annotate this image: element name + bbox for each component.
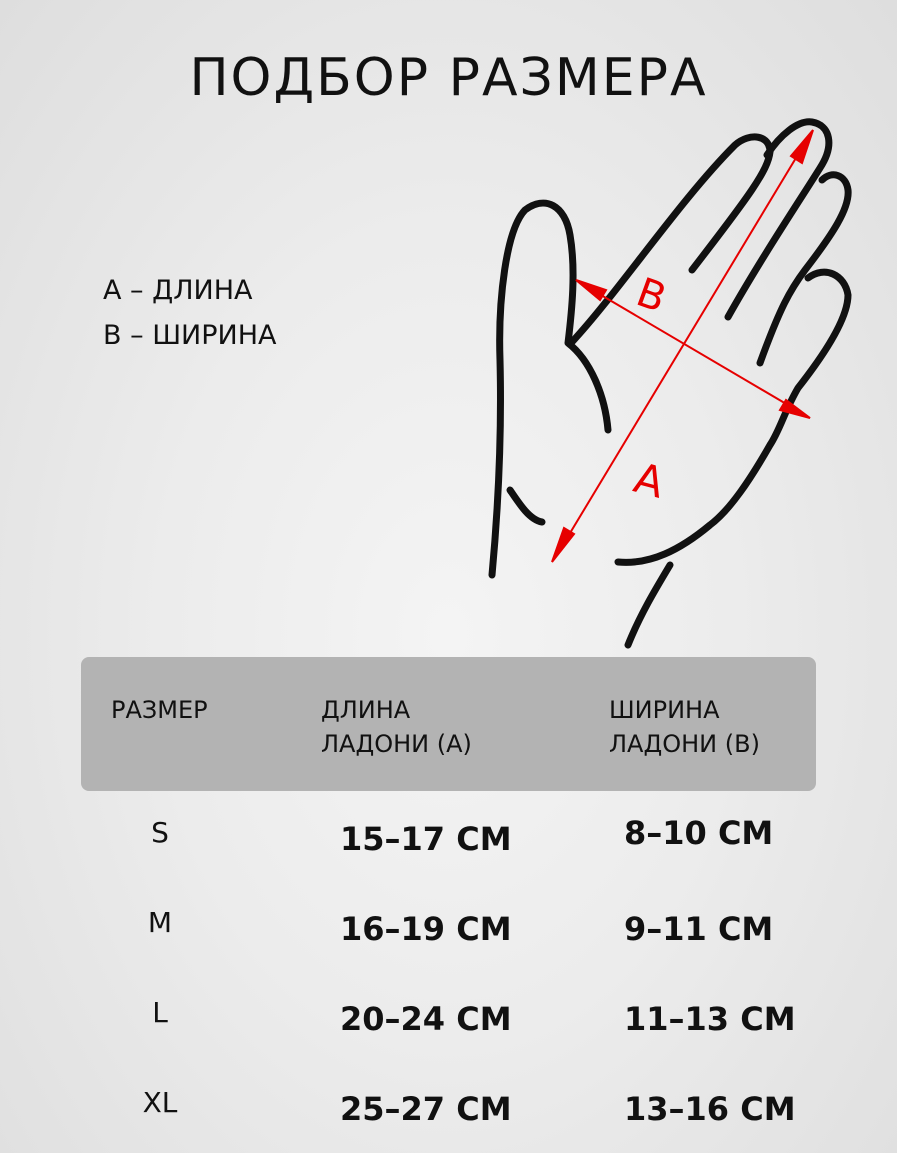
diagram-label-b: B (630, 269, 673, 323)
wrist-outline (628, 565, 670, 645)
size-cell: XL (142, 1086, 178, 1119)
width-cell: 9–11 СМ (624, 910, 774, 948)
width-cell: 11–13 СМ (624, 1000, 796, 1038)
table-row (0, 1078, 897, 1138)
size-cell: S (151, 816, 169, 849)
width-cell: 8–10 СМ (624, 814, 774, 852)
size-cell: L (152, 996, 168, 1029)
length-arrow-head-top (791, 130, 813, 163)
header-palm-width: ШИРИНА ЛАДОНИ (В) (609, 696, 760, 758)
width-arrow-head-left (576, 280, 606, 300)
hand-diagram (480, 110, 860, 655)
length-cell: 16–19 СМ (340, 910, 512, 948)
legend (103, 268, 277, 358)
length-arrow-head-bottom (552, 528, 574, 562)
middle-finger-outline (728, 122, 829, 317)
table-row (0, 808, 897, 868)
header-size: РАЗМЕР (111, 696, 208, 724)
index-finger-outline (572, 137, 770, 342)
length-cell: 15–17 СМ (340, 820, 512, 858)
header-palm-length: ДЛИНА ЛАДОНИ (А) (321, 696, 472, 758)
width-arrow-line (584, 285, 805, 415)
size-cell: M (147, 906, 173, 939)
diagram-label-a: A (629, 452, 670, 508)
length-cell: 20–24 СМ (340, 1000, 512, 1038)
page-title: ПОДБОР РАЗМЕРА (189, 48, 708, 108)
legend-item-a: А – ДЛИНА (103, 275, 253, 306)
table-row (0, 988, 897, 1048)
size-table-header (81, 657, 816, 791)
width-cell: 13–16 СМ (624, 1090, 796, 1128)
table-row (0, 898, 897, 958)
palm-edge (510, 490, 542, 522)
thumb-outline (492, 203, 608, 575)
legend-item-b: В – ШИРИНА (103, 320, 277, 351)
length-cell: 25–27 СМ (340, 1090, 512, 1128)
